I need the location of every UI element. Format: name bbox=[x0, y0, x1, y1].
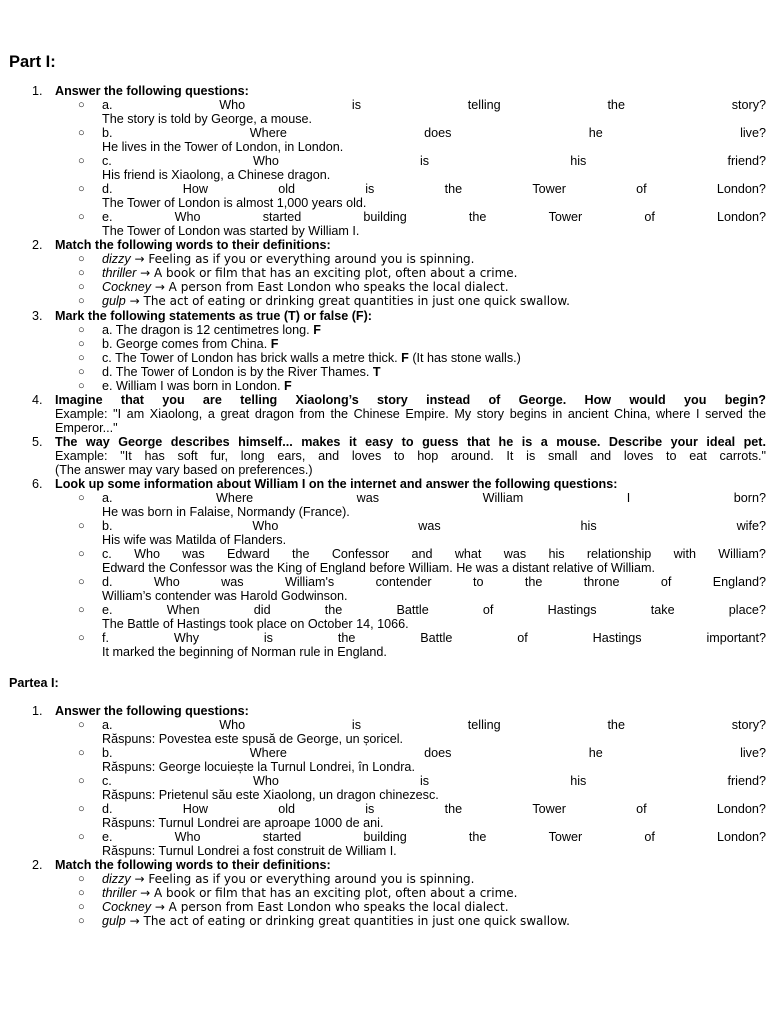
circle-bullet-icon: ○ bbox=[78, 576, 85, 588]
answer-text: It marked the beginning of Norman rule in England. bbox=[102, 645, 387, 659]
statement-item bbox=[0, 351, 768, 365]
sub-question-word: Why bbox=[173, 631, 200, 645]
sub-question-letter: e. bbox=[102, 210, 113, 224]
sub-question-word: place? bbox=[728, 603, 766, 617]
sub-question bbox=[0, 210, 768, 224]
sub-question bbox=[0, 98, 768, 112]
vocab-word: thriller bbox=[102, 886, 137, 900]
sub-question-word: was bbox=[182, 547, 205, 561]
circle-bullet-icon: ○ bbox=[78, 632, 85, 644]
sub-question-word: Where bbox=[249, 746, 287, 760]
answer-text: The Battle of Hastings took place on October 14, 1066. bbox=[102, 617, 409, 631]
definition-text: → A person from East London who speaks the local dialect. bbox=[151, 280, 509, 294]
sub-question-word: the bbox=[468, 830, 487, 844]
sub-question-word: Who bbox=[134, 547, 160, 561]
true-false-mark: F bbox=[284, 379, 292, 393]
sub-question-word: Tower bbox=[548, 210, 583, 224]
definition-list bbox=[0, 252, 768, 308]
sub-question-word: the bbox=[444, 802, 463, 816]
sub-question-word: he bbox=[588, 126, 603, 140]
answer-text: Edward the Confessor was the King of England before William. He was a distant relative of William. bbox=[102, 561, 655, 575]
sub-question-word: of bbox=[660, 575, 672, 589]
sub-question-word: his bbox=[548, 547, 565, 561]
sub-question-letter: a. bbox=[102, 98, 113, 112]
sub-question-line bbox=[102, 802, 766, 816]
sub-question-word: his bbox=[580, 519, 597, 533]
definition-item bbox=[0, 886, 768, 900]
question-number: 6. bbox=[32, 477, 43, 491]
sub-question bbox=[0, 830, 768, 844]
definition-line bbox=[102, 294, 766, 308]
question-number: 2. bbox=[32, 238, 43, 252]
sub-question-word: England? bbox=[712, 575, 766, 589]
answer-text: The story is told by George, a mouse. bbox=[102, 112, 312, 126]
true-false-list bbox=[0, 323, 768, 393]
answer-text: His friend is Xiaolong, a Chinese dragon. bbox=[102, 168, 331, 182]
statement-item bbox=[0, 365, 768, 379]
circle-bullet-icon: ○ bbox=[78, 548, 85, 560]
answer-text: He lives in the Tower of London, in London. bbox=[102, 140, 344, 154]
vocab-word: dizzy bbox=[102, 252, 131, 266]
definition-item bbox=[0, 294, 768, 308]
definition-item bbox=[0, 280, 768, 294]
sub-question-word: his bbox=[570, 774, 587, 788]
sub-question bbox=[0, 491, 768, 505]
sub-question-letter: d. bbox=[102, 575, 113, 589]
circle-bullet-icon: ○ bbox=[78, 887, 85, 899]
sub-question-word: what bbox=[454, 547, 482, 561]
sub-question-word: he bbox=[588, 746, 603, 760]
answer-text: William’s contender was Harold Godwinson. bbox=[102, 589, 348, 603]
definition-text: → A book or film that has an exciting plot, often about a crime. bbox=[136, 266, 518, 280]
sub-question-word: Who bbox=[252, 154, 279, 168]
definition-item bbox=[0, 266, 768, 280]
sub-question-word: Where bbox=[216, 491, 254, 505]
sub-question-word: of bbox=[636, 182, 647, 196]
circle-bullet-icon: ○ bbox=[78, 873, 85, 885]
sub-question-word: building bbox=[363, 210, 407, 224]
sub-question-line bbox=[102, 575, 766, 589]
sub-question-word: of bbox=[482, 603, 494, 617]
sub-question-line bbox=[102, 210, 766, 224]
sub-question-letter: e. bbox=[102, 830, 113, 844]
sub-question-word: is bbox=[351, 98, 362, 112]
sub-question-word: the bbox=[607, 98, 625, 112]
sub-question-word: William's bbox=[284, 575, 335, 589]
circle-bullet-icon: ○ bbox=[78, 747, 85, 759]
question-number: 1. bbox=[32, 84, 43, 98]
p1-q5 bbox=[0, 435, 768, 477]
sub-question-word: the bbox=[607, 718, 625, 732]
sub-question-line bbox=[102, 830, 766, 844]
vocab-word: Cockney bbox=[102, 280, 151, 294]
sub-question-word: story? bbox=[731, 98, 766, 112]
sub-question-word: Who bbox=[252, 519, 279, 533]
sub-question bbox=[0, 802, 768, 816]
answer-text: He was born in Falaise, Normandy (France). bbox=[102, 505, 350, 519]
answer-text: Răspuns: Turnul Londrei a fost construit de William I. bbox=[102, 844, 397, 858]
p1-q2 bbox=[0, 238, 768, 308]
sub-question-word: telling bbox=[467, 98, 501, 112]
statement-item bbox=[0, 379, 768, 393]
definition-line bbox=[102, 900, 766, 914]
circle-bullet-icon: ○ bbox=[78, 915, 85, 927]
true-false-mark: F bbox=[270, 337, 279, 351]
question-title: Answer the following questions: bbox=[55, 704, 249, 718]
circle-bullet-icon: ○ bbox=[78, 324, 85, 336]
sub-question-letter: b. bbox=[102, 126, 113, 140]
sub-question-word: Who bbox=[174, 830, 201, 844]
question-title: Mark the following statements as true (T) or false (F): bbox=[55, 309, 372, 323]
question-number: 2. bbox=[32, 858, 43, 872]
definition-text: → A person from East London who speaks the local dialect. bbox=[151, 900, 509, 914]
question-items bbox=[0, 491, 768, 659]
sub-question-word: friend? bbox=[727, 154, 766, 168]
true-false-mark: F bbox=[401, 351, 409, 365]
sub-question bbox=[0, 746, 768, 760]
sub-question-letter: b. bbox=[102, 746, 113, 760]
sub-question-line bbox=[102, 774, 766, 788]
statement-note: (It has stone walls.) bbox=[408, 351, 521, 365]
sub-question-word: the bbox=[444, 182, 463, 196]
question-title: Imagine that you are telling Xiaolong’s story instead of George. How would you begin? bbox=[55, 393, 766, 407]
circle-bullet-icon: ○ bbox=[78, 492, 85, 504]
circle-bullet-icon: ○ bbox=[78, 380, 85, 392]
question-title: Match the following words to their definitions: bbox=[55, 858, 331, 872]
answer-text: His wife was Matilda of Flanders. bbox=[102, 533, 287, 547]
question-title: Look up some information about William I on the internet and answer the following questions: bbox=[55, 477, 618, 491]
circle-bullet-icon: ○ bbox=[78, 719, 85, 731]
circle-bullet-icon: ○ bbox=[78, 295, 85, 307]
sub-question-word: Tower bbox=[532, 802, 566, 816]
definition-list bbox=[0, 872, 768, 928]
circle-bullet-icon: ○ bbox=[78, 155, 85, 167]
statement-text: d. The Tower of London is by the River Thames. bbox=[102, 365, 373, 379]
circle-bullet-icon: ○ bbox=[78, 183, 85, 195]
sub-question bbox=[0, 126, 768, 140]
sub-question-word: of bbox=[644, 210, 655, 224]
circle-bullet-icon: ○ bbox=[78, 352, 85, 364]
sub-question-word: his bbox=[570, 154, 587, 168]
sub-question-letter: d. bbox=[102, 802, 113, 816]
sub-question-line bbox=[102, 98, 766, 112]
circle-bullet-icon: ○ bbox=[78, 604, 85, 616]
circle-bullet-icon: ○ bbox=[78, 338, 85, 350]
sub-question-line bbox=[102, 154, 766, 168]
sub-question-word: started bbox=[262, 210, 302, 224]
answer-text: Răspuns: George locuiește la Turnul Londrei, în Londra. bbox=[102, 760, 415, 774]
circle-bullet-icon: ○ bbox=[78, 775, 85, 787]
vocab-word: thriller bbox=[102, 266, 137, 280]
sub-question-word: wife? bbox=[736, 519, 766, 533]
sub-question-letter: c. bbox=[102, 154, 112, 168]
sub-question bbox=[0, 718, 768, 732]
sub-question-word: the bbox=[468, 210, 487, 224]
sub-question bbox=[0, 575, 768, 589]
sub-question-word: I bbox=[626, 491, 631, 505]
answer-text: Răspuns: Turnul Londrei are aproape 1000 de ani. bbox=[102, 816, 384, 830]
sub-question-word: to bbox=[473, 575, 484, 589]
sub-question-line bbox=[102, 519, 766, 533]
sub-question-word: Who bbox=[174, 210, 201, 224]
definition-text: → The act of eating or drinking great quantities in just one quick swallow. bbox=[125, 914, 570, 928]
sub-question-word: was bbox=[356, 491, 380, 505]
part-2-heading: Partea I: bbox=[9, 676, 59, 690]
sub-question-word: William bbox=[482, 491, 524, 505]
sub-question-word: the bbox=[292, 547, 310, 561]
sub-question-letter: c. bbox=[102, 547, 112, 561]
sub-question-line bbox=[102, 547, 766, 561]
vocab-word: Cockney bbox=[102, 900, 151, 914]
sub-question-word: old bbox=[278, 802, 295, 816]
sub-question-word: important? bbox=[706, 631, 766, 645]
sub-question-word: Who bbox=[252, 774, 279, 788]
circle-bullet-icon: ○ bbox=[78, 267, 85, 279]
statement-line bbox=[102, 323, 766, 337]
sub-question bbox=[0, 603, 768, 617]
sub-question-word: does bbox=[424, 126, 452, 140]
question-title: The way George describes himself... makes it easy to guess that he is a mouse. Describe your ideal pet. bbox=[55, 435, 766, 449]
sub-question-line bbox=[102, 718, 766, 732]
circle-bullet-icon: ○ bbox=[78, 831, 85, 843]
sub-question-line bbox=[102, 126, 766, 140]
sub-question-word: the bbox=[337, 631, 356, 645]
circle-bullet-icon: ○ bbox=[78, 127, 85, 139]
true-false-mark: F bbox=[313, 323, 321, 337]
sub-question-letter: a. bbox=[102, 718, 113, 732]
definition-line bbox=[102, 914, 766, 928]
p1-q3 bbox=[0, 309, 768, 393]
sub-question-word: story? bbox=[731, 718, 766, 732]
definition-text: → Feeling as if you or everything around you is spinning. bbox=[130, 872, 475, 886]
sub-question-word: the bbox=[324, 603, 343, 617]
circle-bullet-icon: ○ bbox=[78, 99, 85, 111]
definition-line bbox=[102, 266, 766, 280]
question-number: 3. bbox=[32, 309, 43, 323]
sub-question-word: Who bbox=[219, 98, 246, 112]
sub-question-word: Who bbox=[219, 718, 246, 732]
sub-question-word: Tower bbox=[532, 182, 566, 196]
definition-item bbox=[0, 872, 768, 886]
sub-question-word: Who bbox=[153, 575, 180, 589]
sub-question-line bbox=[102, 746, 766, 760]
statement-text: c. The Tower of London has brick walls a metre thick. bbox=[102, 351, 402, 365]
p1-q1 bbox=[0, 84, 768, 238]
sub-question-word: is bbox=[419, 774, 430, 788]
true-false-mark: T bbox=[372, 365, 381, 379]
question-title: Answer the following questions: bbox=[55, 84, 249, 98]
statement-line bbox=[102, 351, 766, 365]
sub-question-word: started bbox=[262, 830, 302, 844]
statement-text: a. The dragon is 12 centimetres long. bbox=[102, 323, 314, 337]
sub-question-word: is bbox=[419, 154, 430, 168]
circle-bullet-icon: ○ bbox=[78, 211, 85, 223]
sub-question-word: Battle bbox=[420, 631, 453, 645]
p2-q1 bbox=[0, 704, 768, 858]
sub-question-word: contender bbox=[375, 575, 432, 589]
sub-question-word: born? bbox=[733, 491, 766, 505]
statement-text: e. William I was born in London. bbox=[102, 379, 284, 393]
sub-question-word: How bbox=[182, 182, 208, 196]
sub-question-word: of bbox=[636, 802, 647, 816]
definition-line bbox=[102, 252, 766, 266]
sub-question bbox=[0, 631, 768, 645]
statement-item bbox=[0, 337, 768, 351]
sub-question-word: London? bbox=[716, 182, 766, 196]
sub-question-word: Confessor bbox=[331, 547, 390, 561]
sub-question-word: London? bbox=[716, 210, 766, 224]
sub-question-word: When bbox=[166, 603, 200, 617]
sub-question-line bbox=[102, 603, 766, 617]
sub-question bbox=[0, 519, 768, 533]
sub-question-word: telling bbox=[467, 718, 501, 732]
question-number: 4. bbox=[32, 393, 43, 407]
sub-question-letter: b. bbox=[102, 519, 113, 533]
sub-question-word: does bbox=[424, 746, 452, 760]
question-title: Match the following words to their definitions: bbox=[55, 238, 331, 252]
sub-question-letter: e. bbox=[102, 603, 113, 617]
sub-question-word: is bbox=[365, 182, 375, 196]
circle-bullet-icon: ○ bbox=[78, 281, 85, 293]
statement-line bbox=[102, 365, 766, 379]
sub-question-word: Battle bbox=[396, 603, 429, 617]
definition-item bbox=[0, 252, 768, 266]
circle-bullet-icon: ○ bbox=[78, 803, 85, 815]
sub-question-word: was bbox=[418, 519, 441, 533]
answer-text: Răspuns: Povestea este spusă de George, un șoricel. bbox=[102, 732, 404, 746]
statement-text: b. George comes from China. bbox=[102, 337, 271, 351]
vocab-word: gulp bbox=[102, 914, 126, 928]
p1-q6 bbox=[0, 477, 768, 659]
sub-question-word: Tower bbox=[548, 830, 583, 844]
answer-text: The Tower of London was started by William I. bbox=[102, 224, 360, 238]
sub-question-letter: d. bbox=[102, 182, 113, 196]
sub-question-word: London? bbox=[716, 830, 766, 844]
sub-question-word: Edward bbox=[227, 547, 270, 561]
answer-text: The Tower of London is almost 1,000 years old. bbox=[102, 196, 367, 210]
sub-question-word: take bbox=[650, 603, 675, 617]
statement-line bbox=[102, 337, 766, 351]
definition-item bbox=[0, 914, 768, 928]
sub-question-word: How bbox=[182, 802, 208, 816]
sub-question-word: the bbox=[524, 575, 543, 589]
sub-question-word: William? bbox=[718, 547, 766, 561]
sub-question-line bbox=[102, 182, 766, 196]
sub-question bbox=[0, 154, 768, 168]
p1-q4 bbox=[0, 393, 768, 435]
sub-question-word: throne bbox=[583, 575, 620, 589]
sub-question bbox=[0, 547, 768, 561]
sub-question-word: is bbox=[351, 718, 362, 732]
part-1-heading: Part I: bbox=[9, 53, 56, 71]
statement-item bbox=[0, 323, 768, 337]
circle-bullet-icon: ○ bbox=[78, 901, 85, 913]
sub-question-word: of bbox=[644, 830, 655, 844]
sub-question-line bbox=[102, 631, 766, 645]
sub-question-letter: c. bbox=[102, 774, 112, 788]
definition-line bbox=[102, 886, 766, 900]
question-number: 5. bbox=[32, 435, 43, 449]
example-text: Example: "It has soft fur, long ears, and loves to hop around. It is small and loves to eat carrots." bbox=[55, 449, 766, 463]
p2-q2 bbox=[0, 858, 768, 928]
sub-question-word: was bbox=[503, 547, 527, 561]
sub-question-word: relationship bbox=[586, 547, 652, 561]
sub-question bbox=[0, 774, 768, 788]
sub-question-word: and bbox=[411, 547, 433, 561]
sub-question-word: building bbox=[363, 830, 407, 844]
sub-question-word: is bbox=[365, 802, 375, 816]
circle-bullet-icon: ○ bbox=[78, 253, 85, 265]
sub-question-word: London? bbox=[716, 802, 766, 816]
sub-question-word: did bbox=[253, 603, 271, 617]
definition-line bbox=[102, 872, 766, 886]
sub-question-word: friend? bbox=[727, 774, 766, 788]
answer-text: Răspuns: Prietenul său este Xiaolong, un dragon chinezesc. bbox=[102, 788, 439, 802]
sub-question bbox=[0, 182, 768, 196]
statement-line bbox=[102, 379, 766, 393]
example-note: (The answer may vary based on preferences.) bbox=[55, 463, 313, 477]
definition-text: → The act of eating or drinking great quantities in just one quick swallow. bbox=[125, 294, 570, 308]
sub-question-line bbox=[102, 491, 766, 505]
definition-text: → A book or film that has an exciting plot, often about a crime. bbox=[136, 886, 518, 900]
sub-question-word: with bbox=[673, 547, 696, 561]
sub-question-word: Hastings bbox=[547, 603, 597, 617]
example-text: Example: "I am Xiaolong, a great dragon from the Chinese Empire. My story begins in ancient China, where I served the Emperor..." bbox=[55, 407, 766, 435]
sub-question-word: was bbox=[221, 575, 244, 589]
circle-bullet-icon: ○ bbox=[78, 520, 85, 532]
sub-question-letter: a. bbox=[102, 491, 113, 505]
vocab-word: gulp bbox=[102, 294, 126, 308]
circle-bullet-icon: ○ bbox=[78, 366, 85, 378]
sub-question-word: live? bbox=[740, 126, 766, 140]
sub-question-word: live? bbox=[740, 746, 766, 760]
sub-question-letter: f. bbox=[102, 631, 109, 645]
sub-question-word: is bbox=[263, 631, 273, 645]
sub-question-word: Where bbox=[249, 126, 287, 140]
question-number: 1. bbox=[32, 704, 43, 718]
sub-question-word: Hastings bbox=[592, 631, 642, 645]
vocab-word: dizzy bbox=[102, 872, 131, 886]
definition-line bbox=[102, 280, 766, 294]
sub-question-word: old bbox=[278, 182, 295, 196]
question-items bbox=[0, 98, 768, 238]
question-items bbox=[0, 718, 768, 858]
sub-question-word: of bbox=[517, 631, 528, 645]
definition-item bbox=[0, 900, 768, 914]
definition-text: → Feeling as if you or everything around you is spinning. bbox=[130, 252, 475, 266]
